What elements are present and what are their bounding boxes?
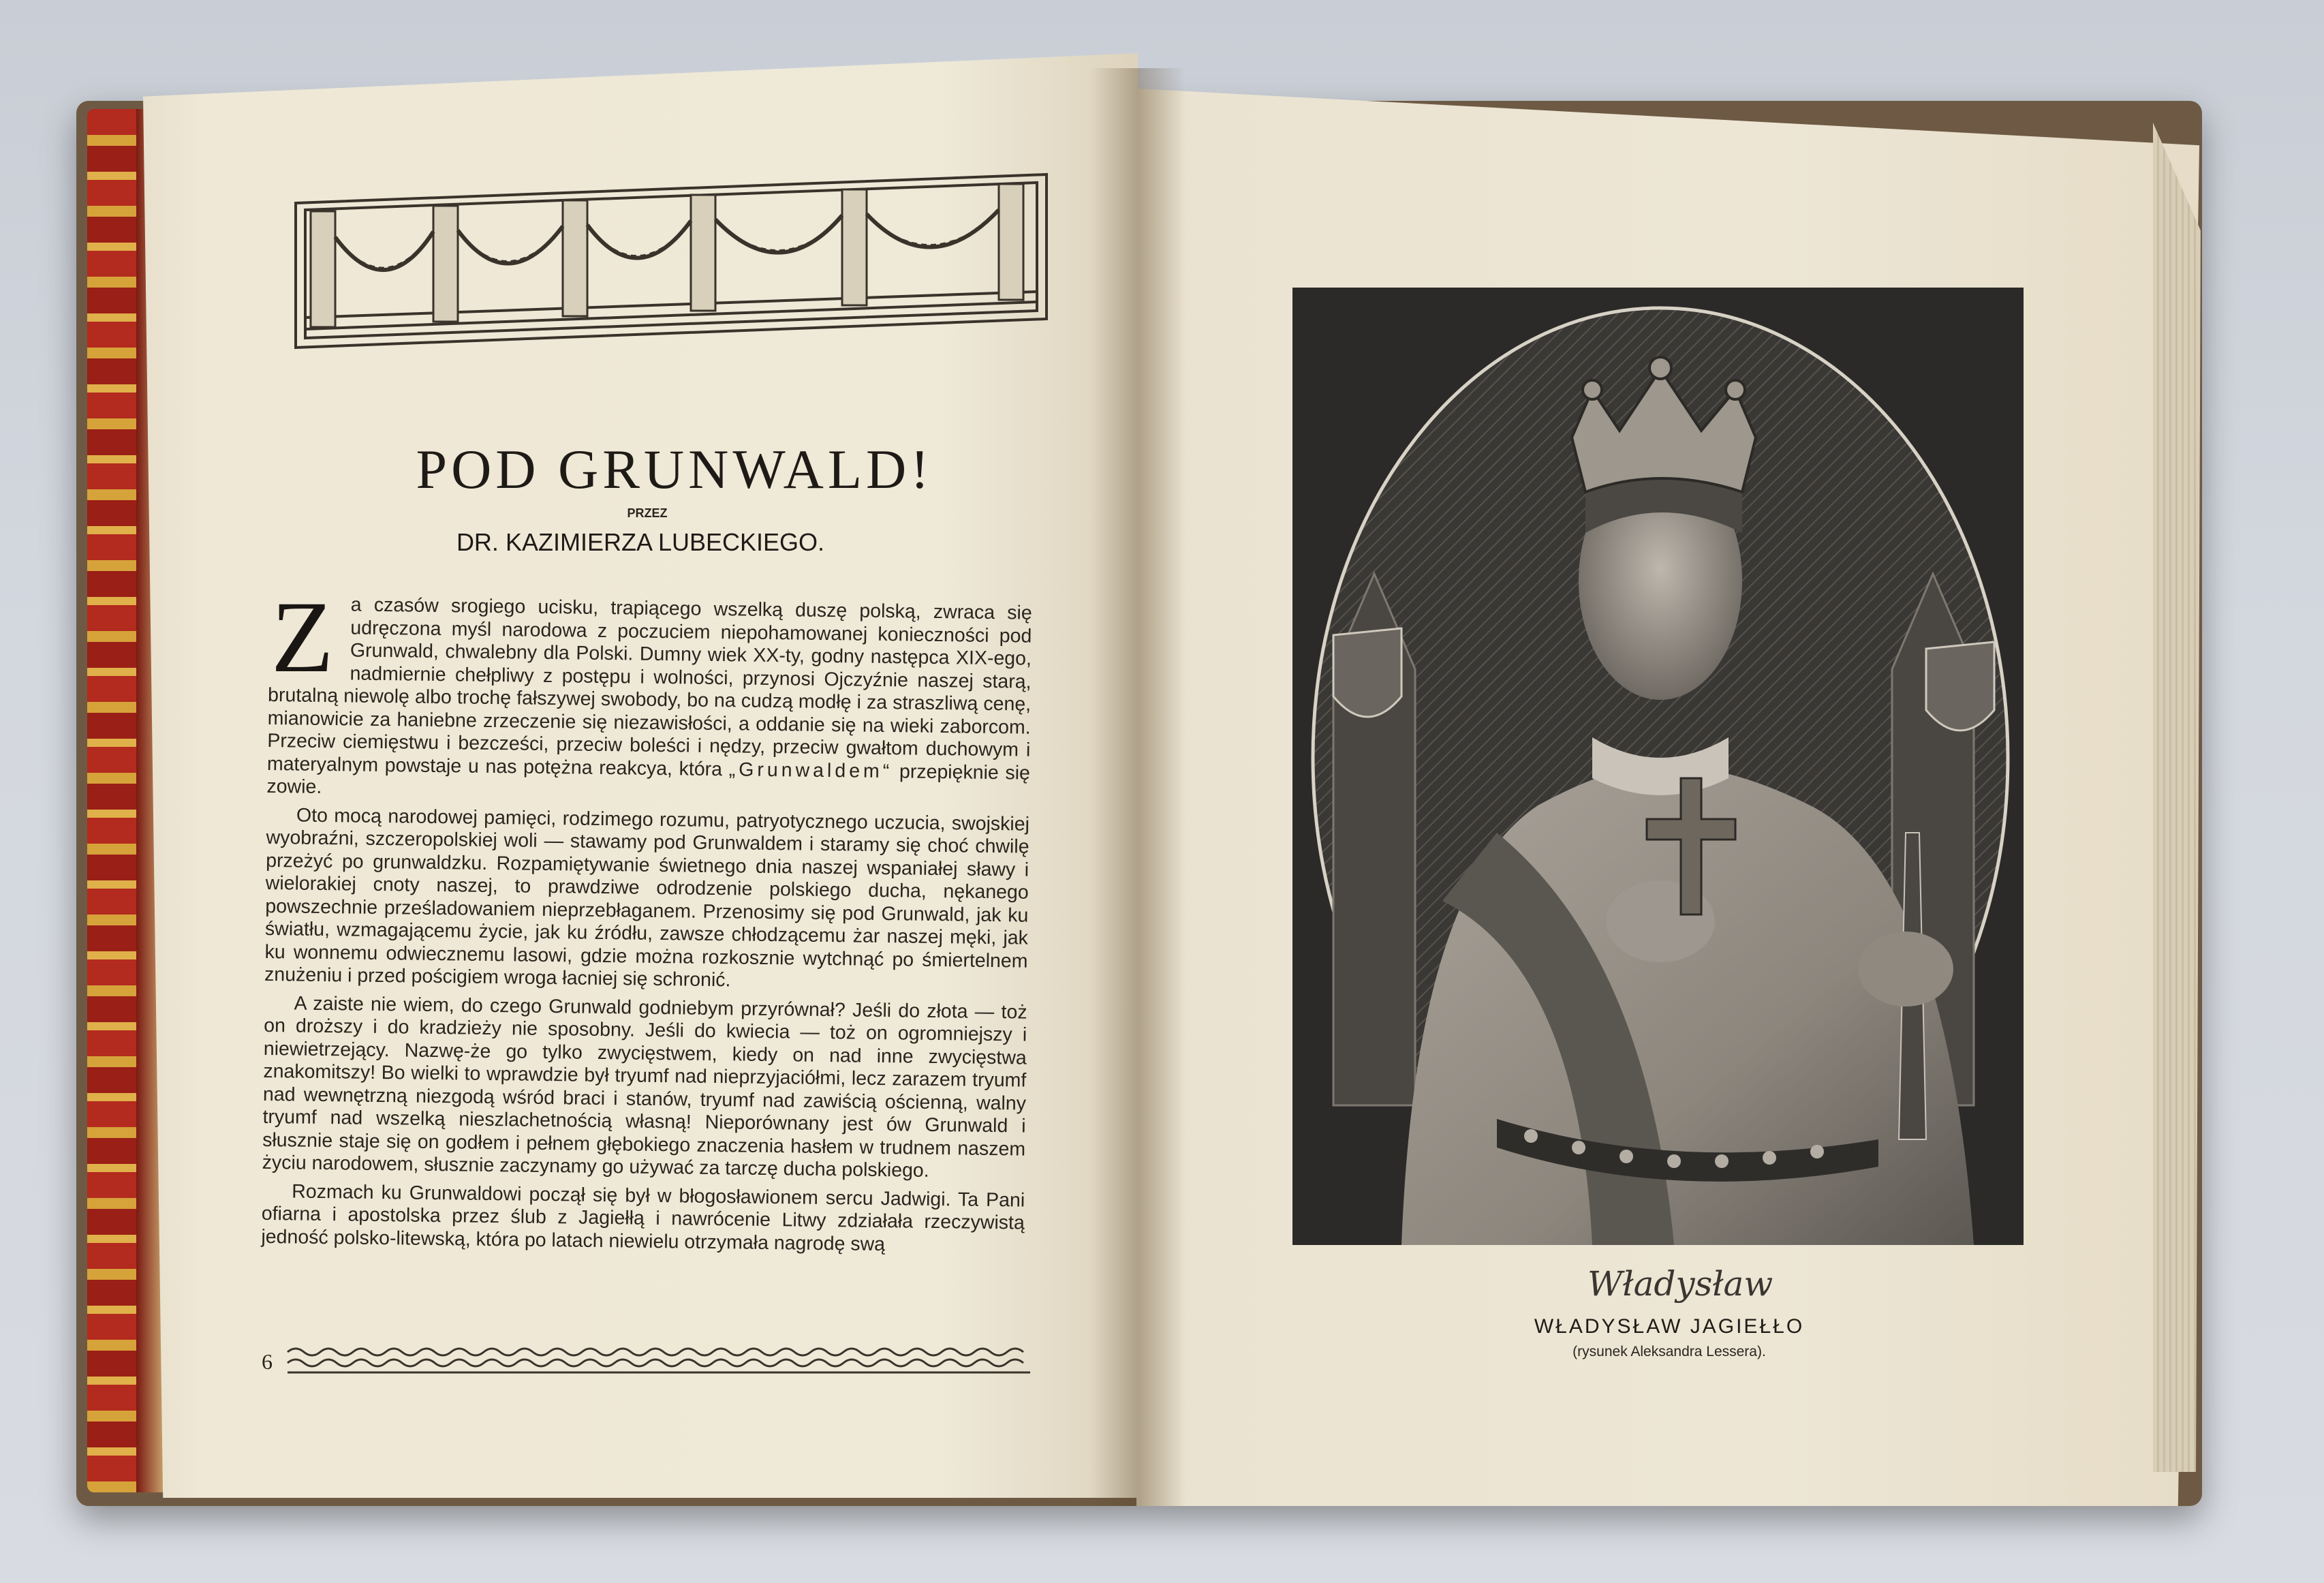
drop-cap: Z [271,581,334,694]
book-gutter [1090,68,1186,1506]
king-portrait [1292,288,2024,1245]
signature: Władysław [1587,1264,1773,1304]
page-edges [2153,123,2201,1472]
article-body [260,593,1032,1386]
portrait-caption: WŁADYSŁAW JAGIEŁŁO [1534,1315,1805,1338]
pogon-shield [1926,642,1994,731]
article-title: POD GRUNWALD! [416,438,933,500]
author-name: DR. KAZIMIERZA LUBECKIEGO. [456,528,825,556]
portrait-plate [1292,288,2024,1245]
grunwald-quote: „Grunwaldem“ [728,758,893,782]
portrait-credit: (rysunek Aleksandra Lessera). [1572,1344,1766,1359]
eagle-shield [1333,628,1401,717]
page-number: 6 [262,1349,273,1374]
garland-ornament [290,162,1052,358]
paragraph-4: Rozmach ku Grunwaldowi począł się był w błogosławionem sercu Jadwigi. Ta Pani ofiarna i apostolska przez ślub z Jagiełłą i nawrócenie Litwy zdziałała rzeczywistą jedność polsko-litewską, która po latach niewielu otrzymała nagrodę swą [261,1180,1025,1255]
paragraph-2: Oto mocą narodowej pamięci, rodzimego rozumu, patryotycznego uczucia, swojskiej wyobraźni, szczeropolskiej woli — stawamy pod Grunwaldem i staramy się choć chwilę przeżyć po grunwaldzku. Rozpamiętywanie świetnego dnia naszej wspaniałej sławy i wielorakiej cnoty naszej, to prawdziwe odrodzenie polskiego ducha, nękanego powszechnie prześladowaniem nieprzebłaganem. Przenosimy się pod Grunwald, jak ku światłu, wzmagającemu życie, jak ku źródłu, zawsze chłodzącemu żar naszej męki, jak ku wonnemu odwiecznemu lasowi, gdzie można rozkosznie wytchnąć po śmiertelnem znużeniu i przed pościgiem wroga łacniej się schronić. [264,804,1030,992]
paragraph-1: a czasów srogiego ucisku, trapiącego wszelką duszę polską, zwraca się udręczona myśl narodowa z poczuciem niepohamowanej konieczności pod Grunwald, chwalebny dla Polski. Dumny wiek XX-ty, godny następca XIX-ego, nadmiernie chełpliwy z postępu i wolności, przynosi Ojczyźnie naszej starą, brutalną niewolę albo trochę fałszywej swobody, bo na cudzą modłę i za straszliwą cenę, mianowicie za haniebne zrzeczenie się niezawisłości, a oddanie się na wieki zaborcom. Przeciw ciemięstwu i bezcześci, przeciw boleści i nędzy, przeciw gwałtom duchowym i materyalnym powstaje u nas potężna reakcya, która „Grunwaldem“ przepięknie się zowie. [266,594,1032,798]
byline-label: PRZEZ [627,506,668,520]
paragraph-3: A zaiste nie wiem, do czego Grunwald godniebym przyrównał? Jeśli do złota — toż on droższy i do kradzieży nie sposobny. Jeśli do kwiecia — toż on ogromniejszy i niewietrzejący. Nazwę-że go tylko zwycięstwem, kiedy on nad inne zwycięstwa znakomitszy! Bo wielki to wprawdzie był tryumf nad nieprzyjaciółmi, lecz zarazem tryumf nad wewnętrzną niezgodą wśród braci i stanów, tryumf nad zawiścią ościenną, walny tryumf nad wszelką nieszlachetnością własną! Nieporównany jest ów Grunwald i słusznie staje się on godłem i pełnem głębokiego znaczenia hasłem w trudnem naszem życiu narodowem, słusznie zaczynamy go używać za tarczę ducha polskiego. [262,992,1027,1182]
wave-ornament [281,1342,1037,1377]
